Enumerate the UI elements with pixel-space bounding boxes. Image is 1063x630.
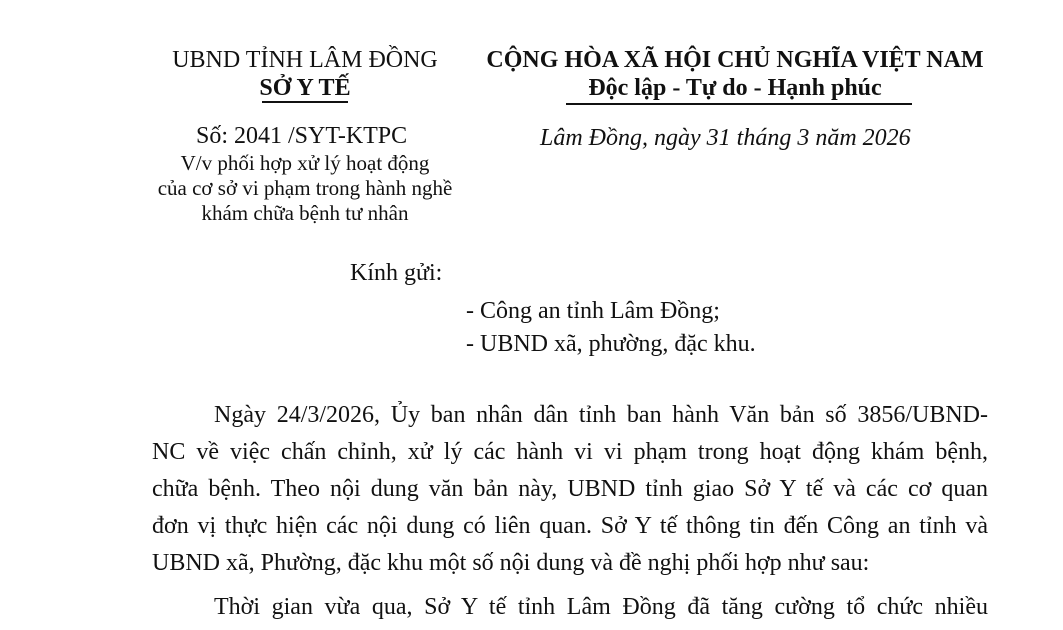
doc-number: Số: 2041 /SYT-KTPC bbox=[196, 123, 408, 149]
agency-underline bbox=[262, 101, 348, 103]
paragraph-1-line: Ngày 24/3/2026, Ủy ban nhân dân tỉnh ban hành Văn bản số 3856/UBND- bbox=[214, 402, 988, 428]
recipients-label: Kính gửi: bbox=[350, 260, 443, 286]
agency-line-2: SỞ Y TẾ bbox=[259, 75, 351, 101]
place-date: Lâm Đồng, ngày 31 tháng 3 năm 2026 bbox=[540, 125, 911, 151]
nation-title: CỘNG HÒA XÃ HỘI CHỦ NGHĨA VIỆT NAM bbox=[486, 47, 984, 73]
subject-line-3: khám chữa bệnh tư nhân bbox=[201, 201, 409, 225]
agency-line-1: UBND TỈNH LÂM ĐỒNG bbox=[172, 47, 438, 73]
paragraph-1-line: UBND xã, Phường, đặc khu một số nội dung và đề nghị phối hợp như sau: bbox=[152, 550, 870, 576]
subject-line-1: V/v phối hợp xử lý hoạt động bbox=[180, 151, 430, 175]
subject-line-2: của cơ sở vi phạm trong hành nghề bbox=[157, 176, 453, 200]
paragraph-1-line: chữa bệnh. Theo nội dung văn bản này, UBND tỉnh giao Sở Y tế và các cơ quan bbox=[152, 476, 988, 502]
paragraph-1-line: đơn vị thực hiện các nội dung có liên quan. Sở Y tế thông tin đến Công an tỉnh và bbox=[152, 513, 988, 539]
motto: Độc lập - Tự do - Hạnh phúc bbox=[588, 75, 882, 101]
recipient-item: - UBND xã, phường, đặc khu. bbox=[466, 331, 756, 357]
motto-underline bbox=[566, 103, 912, 105]
recipient-item: - Công an tỉnh Lâm Đồng; bbox=[466, 298, 720, 324]
paragraph-1-line: NC về việc chấn chỉnh, xử lý các hành vi vi phạm trong hoạt động khám bệnh, bbox=[152, 439, 988, 465]
paragraph-2-line: Thời gian vừa qua, Sở Y tế tỉnh Lâm Đồng đã tăng cường tổ chức nhiều bbox=[214, 594, 988, 620]
